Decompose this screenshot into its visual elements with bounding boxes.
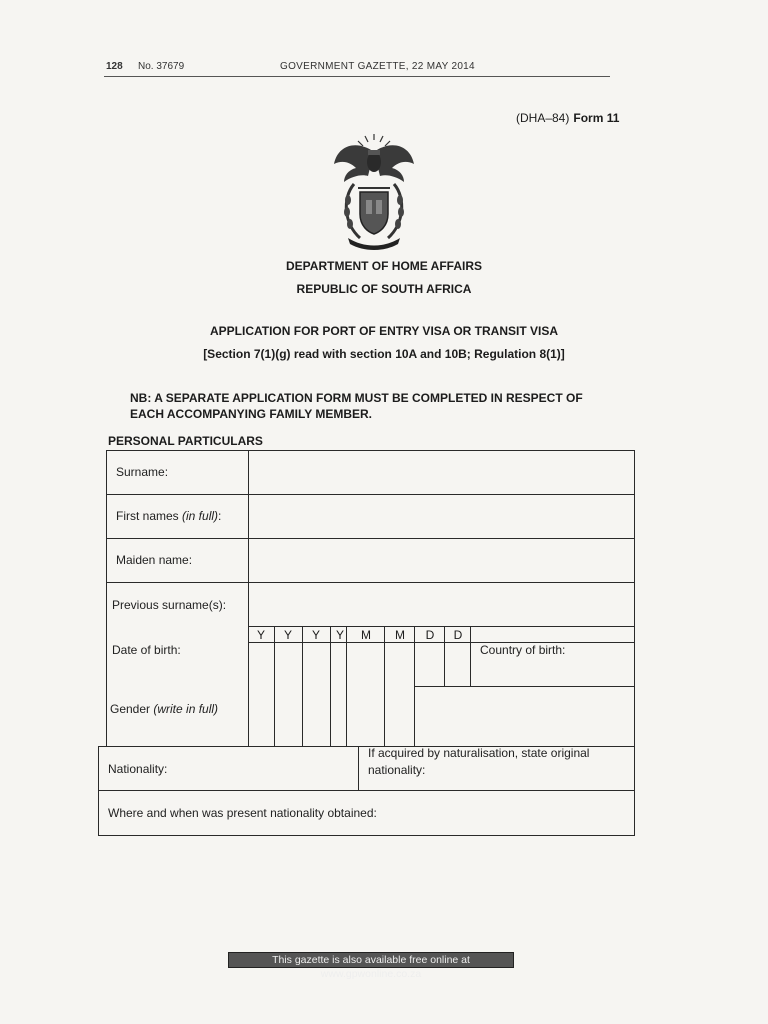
previous-surnames-label: Previous surname(s):: [112, 598, 227, 612]
surname-label: Surname:: [116, 465, 169, 479]
section-heading: PERSONAL PARTICULARS: [108, 434, 263, 448]
country-name: REPUBLIC OF SOUTH AFRICA: [296, 282, 472, 296]
department-name: DEPARTMENT OF HOME AFFAIRS: [286, 259, 482, 273]
date-letter: Y: [335, 628, 344, 642]
row-line-3: [106, 582, 635, 583]
header-rule: [104, 76, 610, 77]
application-title: APPLICATION FOR PORT OF ENTRY VISA OR TRANSIT VISA: [209, 324, 559, 338]
form-number: Form 11: [573, 111, 620, 125]
maiden-name-label: Maiden name:: [116, 553, 193, 567]
row-line-5: [414, 686, 635, 687]
form-border-left-lower: [98, 746, 99, 836]
nationality-label: Nationality:: [108, 762, 168, 776]
first-names-label: [116, 509, 221, 523]
naturalisation-label-1: If acquired by naturalisation, state original: [368, 746, 590, 760]
where-when-label: Where and when was present nationality obtained:: [108, 806, 377, 820]
row-line-4: [248, 626, 635, 627]
date-cell-divider: [414, 626, 415, 746]
naturalisation-label-2: nationality:: [368, 763, 426, 777]
gazette-header: [106, 60, 608, 76]
date-letter: Y: [256, 628, 265, 642]
form-reference: [516, 111, 619, 125]
country-of-birth-label: Country of birth:: [480, 643, 566, 657]
section-reference: [Section 7(1)(g) read with section 10A and 10B; Regulation 8(1)]: [203, 347, 565, 361]
date-cell-divider: [470, 626, 471, 686]
row-line-7: [98, 790, 635, 791]
nationality-divider: [358, 746, 359, 790]
coat-of-arms-emblem: [328, 134, 420, 252]
gazette-footer: This gazette is also available free online at www.gpwonline.co.za: [228, 952, 514, 968]
date-letter: D: [453, 628, 463, 642]
gazette-number: No. 37679: [138, 61, 185, 72]
personal-particulars-form: [98, 450, 634, 836]
row-line-bottom: [98, 835, 635, 836]
gender-italic: (write in full): [153, 702, 219, 716]
gender-label: [110, 702, 218, 716]
date-cell-divider: [444, 626, 445, 686]
date-letter: Y: [283, 628, 292, 642]
date-cell-divider: [330, 626, 331, 746]
date-letter: M: [395, 628, 405, 642]
page-number: 128: [106, 61, 123, 72]
form-code: (DHA–84): [516, 111, 570, 125]
date-letter: D: [425, 628, 435, 642]
date-cell-divider: [274, 626, 275, 746]
date-letter: M: [361, 628, 371, 642]
notice-line-1: NB: A SEPARATE APPLICATION FORM MUST BE COMPLETED IN RESPECT OF: [130, 391, 583, 405]
date-of-birth-label: Date of birth:: [112, 643, 181, 657]
gazette-title: GOVERNMENT GAZETTE, 22 MAY 2014: [280, 61, 475, 72]
first-names-italic: (in full): [182, 509, 219, 523]
gender-text: Gender: [110, 702, 154, 716]
separate-form-notice: [130, 390, 610, 422]
date-cell-divider: [384, 626, 385, 746]
row-line-1: [106, 494, 635, 495]
first-names-colon: :: [218, 509, 222, 523]
form-border-right: [634, 450, 635, 836]
first-names-text: First names: [116, 509, 183, 523]
row-line-dob-header: [248, 642, 634, 643]
date-cell-divider: [346, 626, 347, 746]
label-divider: [248, 450, 249, 746]
row-line-top: [106, 450, 635, 451]
notice-line-2: EACH ACCOMPANYING FAMILY MEMBER.: [130, 407, 373, 421]
date-cell-divider: [302, 626, 303, 746]
date-letter: Y: [311, 628, 320, 642]
row-line-2: [106, 538, 635, 539]
